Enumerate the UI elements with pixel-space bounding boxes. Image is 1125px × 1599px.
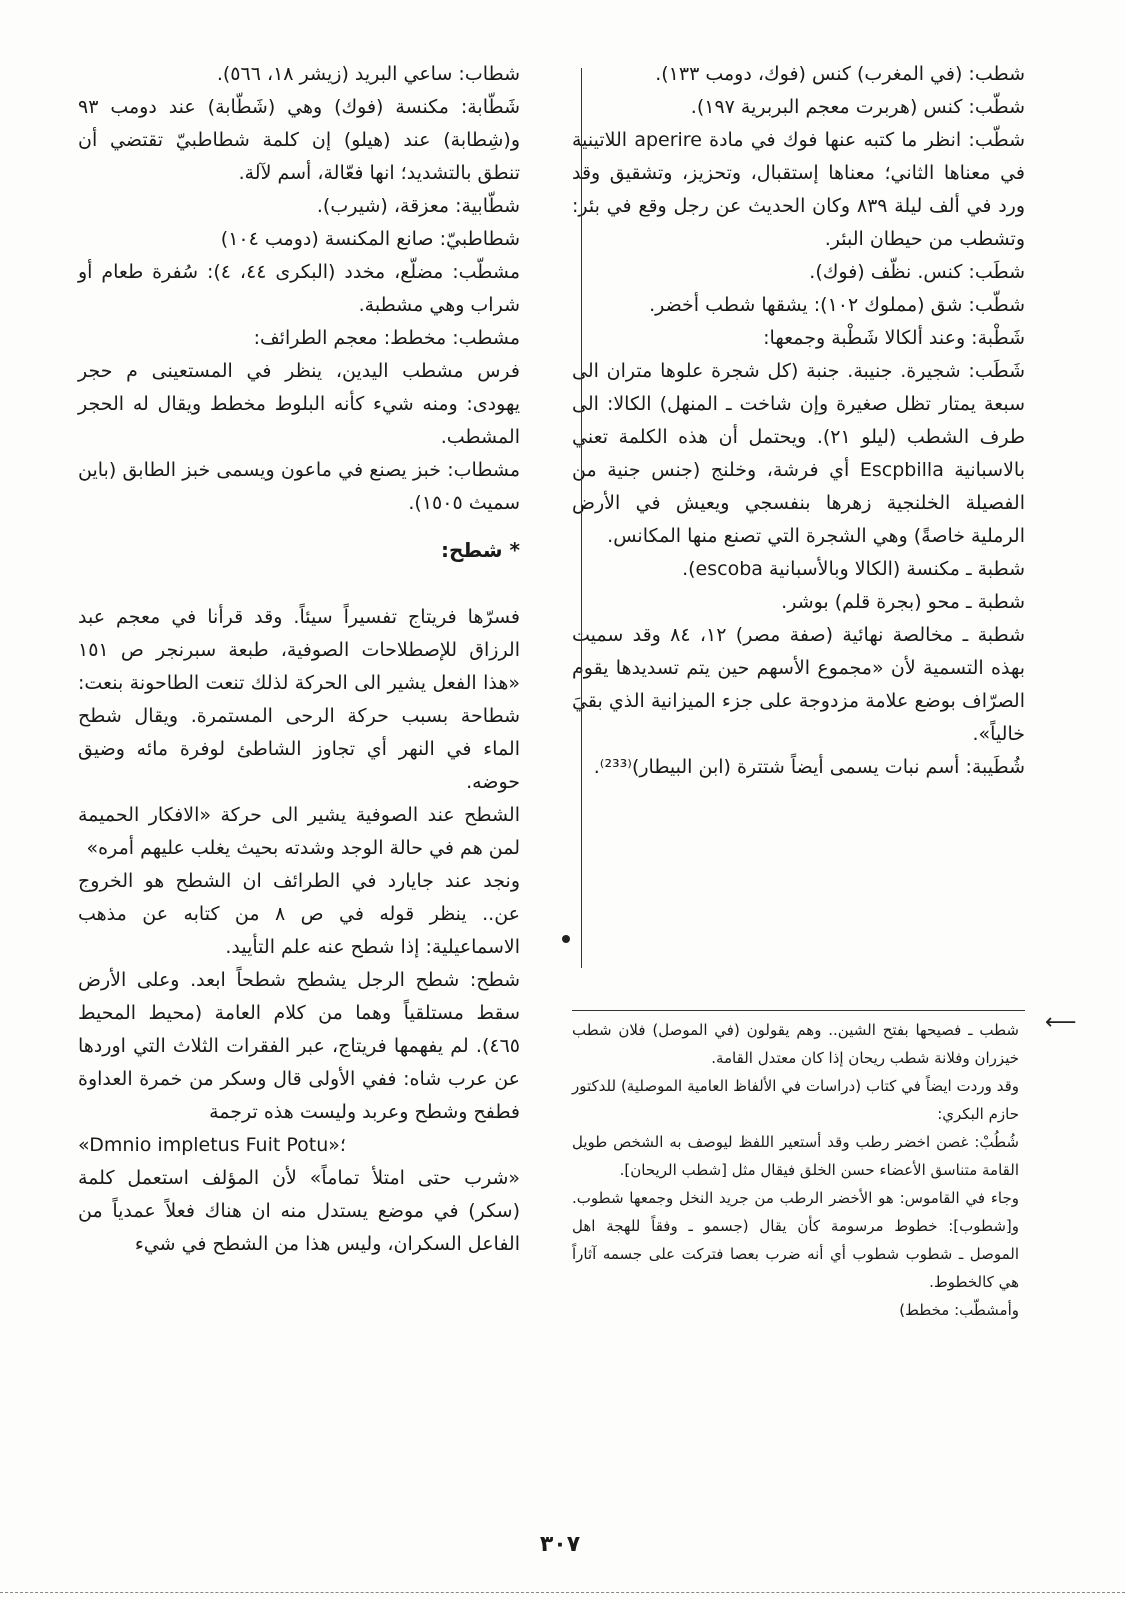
entry-text: فسرّها فريتاج تفسيراً سيئاً. وقد قرأنا في معجم عبد الرزاق للإصطلاحات الصوفية، طبعة سبرنجر ص ١٥١ «هذا الفعل يشير الى الحركة لذلك تنعت الطاحونة بنعت: شطاحة بسبب حركة الرحى المستمرة. ويقال شطح الماء في النهر أي تجاوز الشاطئ لوفرة مائه وضيق حوضه.	[78, 606, 520, 793]
footnote-text: وأمشطّب: مخطط)	[899, 1301, 1019, 1319]
entry-text: شطح: شطح الرجل يشطح شطحاً ابعد. وعلى الأرض سقط مستلقياً وهما من كلام العامة (محيط المحيط ٤٦٥). لم يفهمها فريتاج، عبر الفقرات الثلاث التي اوردها عن عرب شاه: ففي الأولى قال وسكر من خمرة العداوة فطفح وشطح وعربد وليست هذه ترجمة	[78, 969, 520, 1123]
entry-text: «شرب حتى امتلأ تماماً» لأن المؤلف استعمل كلمة (سكر) في موضع يستدل منه ان هناك فعلاً عمدياً من الفاعل السكران، وليس هذا من الشطح في شيء	[78, 1167, 520, 1255]
entry-text: شَطْبة: وعند ألكالا شَطْبة وجمعها:	[763, 327, 1025, 349]
entry-text: مشطّب: مضلّع، مخدد (البكرى ٤٤، ٤): سُفرة طعام أو شراب وهي مشطبة.	[78, 261, 521, 316]
margin-dot	[562, 935, 570, 943]
entry-text: شطاب: ساعي البريد (زيشر ١٨، ٥٦٦).	[216, 63, 520, 85]
entry-text: شطبة ـ مخالصة نهائية (صفة مصر) ١٢، ٨٤ وقد سميت بهذه التسمية لأن «مجموع الأسهم حين يتم تسديدها يقوم الصرّاف بوضع علامة مزدوجة على جزء الميزانية الذي بقيَ خالياً».	[572, 624, 1025, 745]
entry-text: الشطح عند الصوفية يشير الى حركة «الافكار الحميمة لمن هم في حالة الوجد وشدته بحيث يغلب عليهم أمره»	[78, 804, 520, 859]
page-number: ٣٠٧	[539, 1532, 581, 1557]
footnote-text: شطب ـ فصيحها بفتح الشين.. وهم يقولون (في الموصل) فلان شطب خيزران وفلانة شطب ريحان إذا كان معتدل القامة.	[572, 1021, 1019, 1067]
entry-text: شطَب: كنس. نظّف (فوك).	[809, 261, 1025, 283]
right-column	[572, 58, 1025, 784]
entry-text: شَطّابة: مكنسة (فوك) وهي (شَطّابة) عند دومب ٩٣ و(شِطابة) عند (هيلو) إن كلمة شطاطبيّ تقتضي أن تنطق بالتشديد؛ انها فعّالة، أسم لآلة.	[78, 96, 520, 184]
left-column	[78, 58, 520, 1261]
page-bottom-rule	[0, 1592, 1125, 1593]
footnote-text: شُطُبْ: غصن اخضر رطب وقد أستعير اللفظ ليوصف به الشخص طويل القامة متناسق الأعضاء حسن الخلق فيقال مثل [شطب الريحان].	[572, 1133, 1019, 1179]
footnote-text: وجاء في القاموس: هو الأخضر الرطب من جريد النخل وجمعها شطوب. و[شطوب]: خطوط مرسومة كأن يقال (جسمو ـ وفقاً للهجة اهل الموصل ـ شطوب شطوب أي أنه ضرب بعصا فتركت على جسمه آثاراً هي كالخطوط.	[572, 1189, 1019, 1291]
entry-text: مشطب: مخطط: معجم الطرائف:	[253, 327, 520, 349]
entry-text: شطب: (في المغرب) كنس (فوك، دومب ١٣٣).	[655, 63, 1025, 85]
section-heading: * شطح:	[441, 538, 520, 562]
entry-text: شطبة ـ مكنسة (الكالا وبالأسبانية escoba).	[682, 558, 1025, 580]
entry-text: شطّب: انظر ما كتبه عنها فوك في مادة aperire اللاتينية في معناها الثاني؛ معناها إستقبال، وتحزيز، وتشقيق وقد ورد في ألف ليلة ٨٣٩ وكان الحديث عن رجل وقع في بئر: وتشطب من حيطان البئر.	[572, 129, 1025, 250]
entry-text: فرس مشطب اليدين، ينظر في المستعينى م حجر يهودى: ومنه شيء كأنه البلوط مخطط ويقال له الحجر المشطب.	[78, 360, 520, 448]
arrow-left-icon: ⟵	[1045, 1010, 1077, 1035]
entry-text: ونجد عند جايارد في الطرائف ان الشطح هو الخروج عن.. ينظر قوله في ص ٨ من كتابه عن مذهب الاسماعيلية: إذا شطح عنه علم التأييد.	[78, 870, 520, 958]
footnote-rule	[572, 1010, 1025, 1011]
footnote-text: وقد وردت ايضاً في كتاب (دراسات في الألفاظ العامية الموصلية) للدكتور حازم البكري:	[572, 1077, 1019, 1123]
entry-text: مشطاب: خبز يصنع في ماعون ويسمى خبز الطابق (باين سميث ١٥٠٥).	[78, 459, 520, 514]
entry-text: شَطَب: شجيرة. جنيبة. جنبة (كل شجرة علوها متران الى سبعة يمتار تظل صغيرة وإن شاخت ـ المنهل) الكالا: الى طرف الشطب (ليلو ٢١). ويحتمل أن هذه الكلمة تعني بالاسبانية Escpbilla أي فرشة، وخلنج (جنس جنية من الفصيلة الخلنجية زهرها بنفسجي ويعيش في الأرض الرملية خاصةً) وهي الشجرة التي تصنع منها المكانس.	[572, 360, 1026, 547]
column-divider	[581, 68, 582, 968]
entry-text: شطّب: شق (مملوك ١٠٢): يشقها شطب أخضر.	[649, 294, 1025, 316]
entry-text: شطّب: كنس (هربرت معجم البربرية ١٩٧).	[690, 96, 1025, 118]
entry-text: شطاطبيّ: صانع المكنسة (دومب ١٠٤)	[220, 228, 520, 250]
footnotes	[572, 1016, 1019, 1324]
entry-text: شطبة ـ محو (بجرة قلم) بوشر.	[781, 591, 1025, 613]
latin-quote: «Dmnio impletus Fuit Potu»؛	[78, 1134, 346, 1156]
entry-text: شطّابية: معزقة، (شيرب).	[316, 195, 520, 217]
entry-text: شُطَيبة: أسم نبات يسمى أيضاً شتترة (ابن البيطار)⁽²³³⁾.	[593, 756, 1025, 778]
